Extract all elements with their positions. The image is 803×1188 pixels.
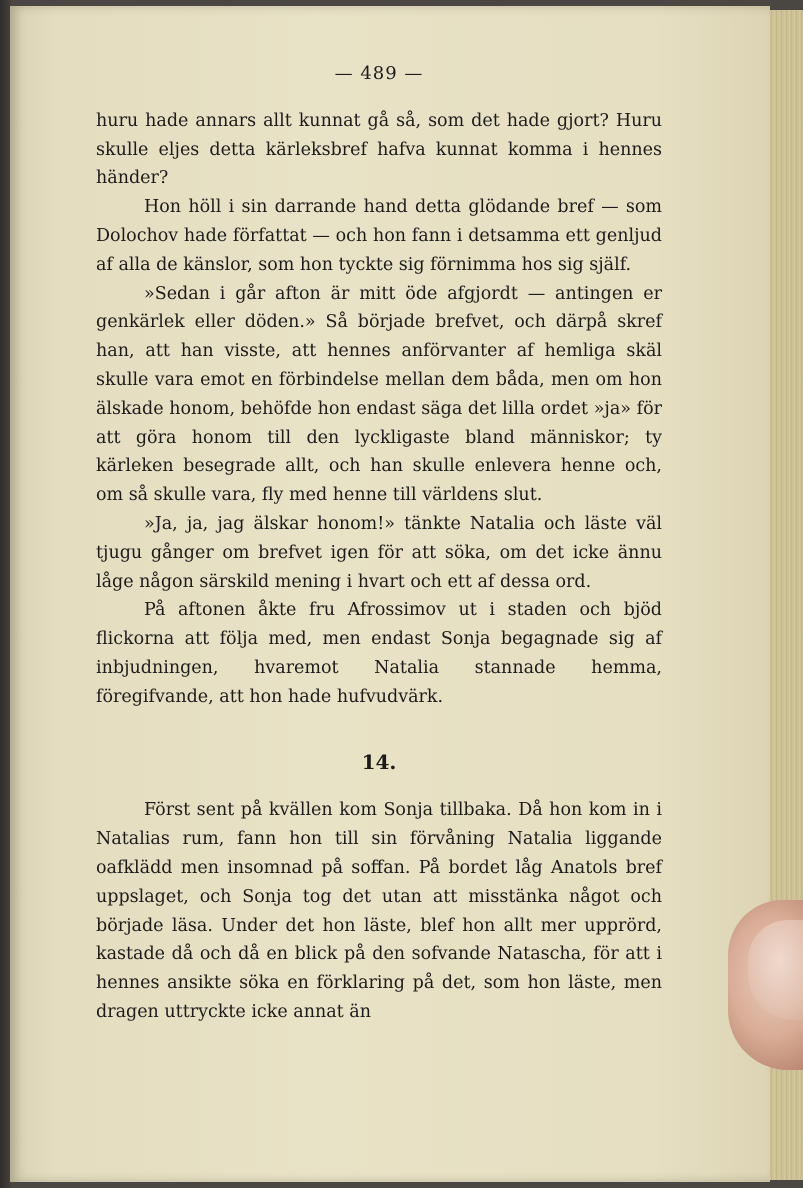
page-number: — 489 — [334,63,424,84]
paragraph: Hon höll i sin darrande hand detta glödande bref — som Dolochov hade författat — och hon fann i detsamma ett genljud af alla de känslor, som hon tyckte sig förnimma hos sig själf. [96,197,662,275]
paragraph-continued: huru hade annars allt kunnat gå så, som det hade gjort? Huru skulle eljes detta kärleksbref hafva kunnat komma i hennes händer? [96,110,662,189]
paragraph: På aftonen åkte fru Afrossimov ut i staden och bjöd flickorna att följa med, men endast Sonja begagnade sig af inbjudningen, hvaremot Natalia stannade hemma, föregifvande, att hon hade hufvudvärk. [96,600,662,707]
paragraph: »Sedan i går afton är mitt öde afgjordt — antingen er genkärlek eller döden.» Så började brefvet, och därpå skref han, att han visste, att hennes anförvanter af hemliga skäl skulle vara emot en förbindelse mellan dem båda, men om hon älskade honom, behöfde hon endast säga det lilla ordet »ja» för att göra honom till den lyckligaste bland människor; ty kärleken besegrade allt, och han skulle enlevera henne och, om så skulle vara, fly med henne till världens slut. [96,283,662,506]
page-text [96,60,662,1027]
chapter-heading: 14. [361,749,397,774]
paragraph: Först sent på kvällen kom Sonja tillbaka. Då hon kom in i Natalias rum, fann hon till sin förvåning Natalia liggande oafklädd men insomnad på soffan. På bordet låg Anatols bref uppslaget, och Sonja tog det utan att misstänka något och började läsa. Under det hon läste, blef hon allt mer upprörd, kastade då och då en blick på den sofvande Natascha, för att i hennes ansikte söka en förklaring på det, som hon läste, men dragen uttryckte icke annat än [96,800,662,1022]
paragraph: »Ja, ja, jag älskar honom!» tänkte Natalia och läste väl tjugu gånger om brefvet igen för att söka, om det icke ännu låge någon särskild mening i hvart och ett af dessa ord. [96,513,662,592]
